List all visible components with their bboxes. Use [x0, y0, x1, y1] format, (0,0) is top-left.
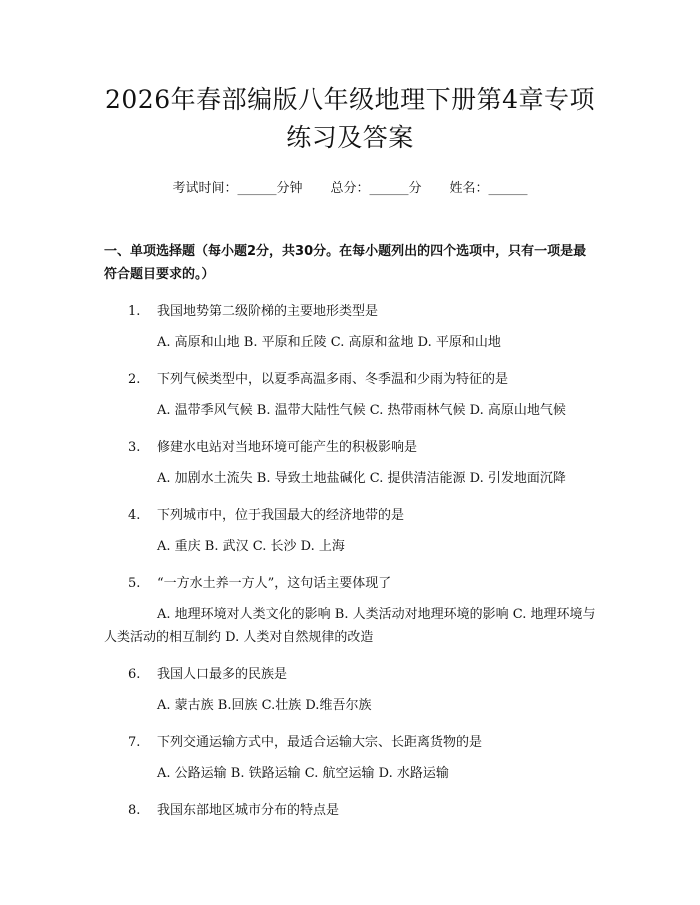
question-stem: [104, 731, 596, 754]
question-number: 7.: [128, 735, 141, 750]
question-item: [104, 799, 596, 822]
question-stem: [104, 368, 596, 391]
section-heading: 一、单项选择题（每小题2分，共30分。在每小题列出的四个选项中，只有一项是最符合题目要求的。）: [104, 244, 587, 282]
exam-time-field: 考试时间：______分钟: [172, 181, 303, 196]
question-number: 8.: [128, 803, 141, 818]
question-number: 4.: [128, 508, 141, 523]
question-number: 2.: [128, 372, 141, 387]
question-item: [104, 436, 596, 490]
question-text: 下列交通运输方式中，最适合运输大宗、长距离货物的是: [157, 735, 483, 750]
student-name-field: 姓名：______: [449, 181, 528, 196]
question-text: 我国地势第二级阶梯的主要地形类型是: [157, 304, 379, 319]
total-score-field: 总分：______分: [330, 181, 422, 196]
question-item: [104, 663, 596, 717]
question-stem: [104, 572, 596, 595]
question-item: [104, 731, 596, 785]
question-text: 下列城市中，位于我国最大的经济地带的是: [157, 508, 405, 523]
question-options: A. 蒙古族 B.回族 C.壮族 D.维吾尔族: [157, 698, 372, 713]
question-text: 我国人口最多的民族是: [157, 667, 288, 682]
question-text: 下列气候类型中，以夏季高温多雨、冬季温和少雨为特征的是: [157, 372, 509, 387]
question-list: [104, 300, 596, 822]
question-text: 我国东部地区城市分布的特点是: [157, 803, 340, 818]
question-item: [104, 504, 596, 558]
question-item: [104, 368, 596, 422]
question-item: [104, 300, 596, 354]
question-stem: [104, 799, 596, 822]
question-number: 1.: [128, 304, 141, 319]
exam-meta-line: [104, 179, 596, 199]
question-stem: [104, 504, 596, 527]
question-options: A. 加剧水土流失 B. 导致土地盐碱化 C. 提供清洁能源 D. 引发地面沉降: [157, 471, 566, 486]
question-options: A. 高原和山地 B. 平原和丘陵 C. 高原和盆地 D. 平原和山地: [157, 335, 501, 350]
question-stem: [104, 436, 596, 459]
question-number: 5.: [128, 576, 141, 591]
question-number: 6.: [128, 667, 141, 682]
question-text: 修建水电站对当地环境可能产生的积极影响是: [157, 440, 418, 455]
question-stem: [104, 300, 596, 323]
question-number: 3.: [128, 440, 141, 455]
question-item: [104, 572, 596, 649]
document-title: 2026年春部编版八年级地理下册第4章专项练习及答案: [104, 85, 596, 152]
question-options: A. 公路运输 B. 铁路运输 C. 航空运输 D. 水路运输: [157, 766, 449, 781]
question-options: A. 重庆 B. 武汉 C. 长沙 D. 上海: [157, 539, 345, 554]
question-options: A. 温带季风气候 B. 温带大陆性气候 C. 热带雨林气候 D. 高原山地气候: [157, 403, 566, 418]
question-stem: [104, 663, 596, 686]
question-options: A. 地理环境对人类文化的影响 B. 人类活动对地理环境的影响 C. 地理环境与人类活动的相互制约 D. 人类对自然规律的改造: [104, 607, 596, 645]
question-text: “一方水土养一方人”，这句话主要体现了: [157, 576, 392, 591]
